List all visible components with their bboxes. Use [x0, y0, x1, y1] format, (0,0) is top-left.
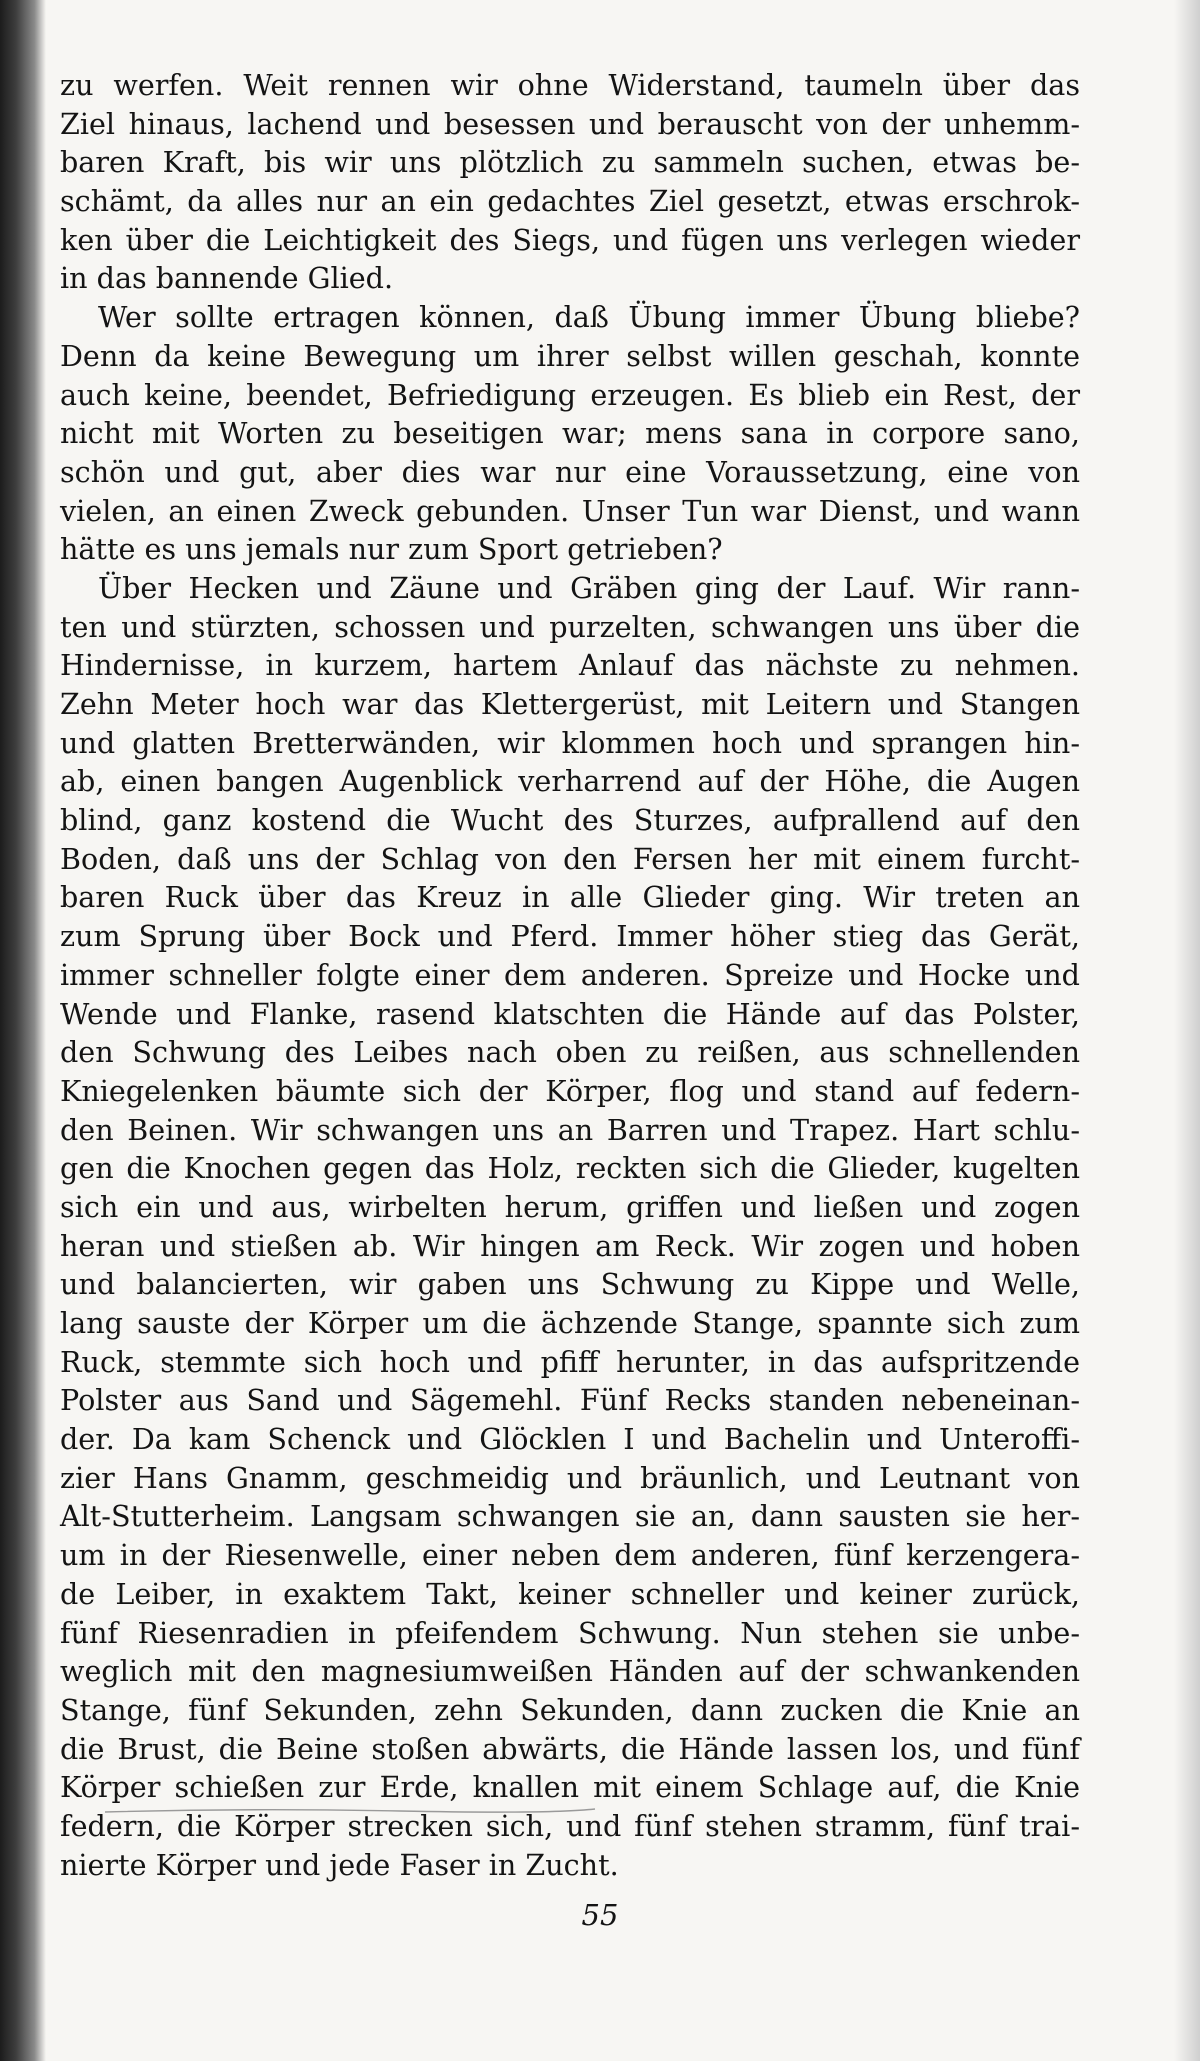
- text-line: auch keine, beendet, Befriedigung erzeugen. Es blieb ein Rest, der: [60, 377, 1080, 412]
- text-line: und glatten Bretterwänden, wir klommen hoch und sprangen hin-: [60, 725, 1080, 760]
- text-line: zum Sprung über Bock und Pferd. Immer höher stieg das Gerät,: [60, 919, 1080, 954]
- text-line: fünf Riesenradien in pfeifendem Schwung. Nun stehen sie unbe-: [60, 1615, 1080, 1650]
- text-line: nicht mit Worten zu beseitigen war; mens sana in corpore sano,: [60, 416, 1080, 451]
- text-line: Ziel hinaus, lachend und besessen und berauscht von der unhemm-: [60, 106, 1080, 141]
- text-line: de Leiber, in exaktem Takt, keiner schneller und keiner zurück,: [60, 1576, 1080, 1611]
- text-line: baren Ruck über das Kreuz in alle Glieder ging. Wir treten an: [60, 880, 1080, 915]
- text-line: ken über die Leichtigkeit des Siegs, und fügen uns verlegen wieder: [60, 222, 1080, 257]
- text-line: Hindernisse, in kurzem, hartem Anlauf das nächste zu nehmen.: [60, 648, 1080, 683]
- pencil-underline-mark: [100, 1800, 600, 1820]
- text-line: schämt, da alles nur an ein gedachtes Ziel gesetzt, etwas erschrok-: [60, 184, 1080, 219]
- text-line: baren Kraft, bis wir uns plötzlich zu sammeln suchen, etwas be-: [60, 145, 1080, 180]
- text-line: Stange, fünf Sekunden, zehn Sekunden, dann zucken die Knie an: [60, 1692, 1080, 1727]
- text-line: weglich mit den magnesiumweißen Händen auf der schwankenden: [60, 1654, 1080, 1689]
- text-line: Boden, daß uns der Schlag von den Fersen her mit einem furcht-: [60, 841, 1080, 876]
- text-line: nierte Körper und jede Faser in Zucht.: [60, 1847, 619, 1882]
- text-line: Wende und Flanke, rasend klatschten die Hände auf das Polster,: [60, 996, 1080, 1031]
- text-line: und balancierten, wir gaben uns Schwung zu Kippe und Welle,: [60, 1267, 1080, 1302]
- text-line: gen die Knochen gegen das Holz, reckten sich die Glieder, kugelten: [60, 1151, 1080, 1186]
- text-line: sich ein und aus, wirbelten herum, griffen und ließen und zogen: [60, 1189, 1080, 1224]
- page-edge-shade: [1174, 0, 1200, 2061]
- text-line: heran und stießen ab. Wir hingen am Reck. Wir zogen und hoben: [60, 1228, 1080, 1263]
- page-number: 55: [581, 1898, 619, 1932]
- text-line: in das bannende Glied.: [60, 261, 394, 296]
- text-line: den Schwung des Leibes nach oben zu reißen, aus schnellenden: [60, 1035, 1080, 1070]
- text-line: um in der Riesenwelle, einer neben dem anderen, fünf kerzengera-: [60, 1538, 1080, 1573]
- text-line: den Beinen. Wir schwangen uns an Barren und Trapez. Hart schlu-: [60, 1112, 1080, 1147]
- page-gutter-shadow: [0, 0, 46, 2061]
- text-line: ten und stürzten, schossen und purzelten, schwangen uns über die: [60, 609, 1080, 644]
- text-line: Polster aus Sand und Sägemehl. Fünf Recks standen nebeneinan-: [60, 1383, 1080, 1418]
- text-line: Über Hecken und Zäune und Gräben ging der Lauf. Wir rann-: [98, 570, 1080, 605]
- text-line: Wer sollte ertragen können, daß Übung immer Übung bliebe?: [98, 300, 1080, 335]
- text-line: Alt-Stutterheim. Langsam schwangen sie an, dann sausten sie her-: [60, 1499, 1080, 1534]
- text-line: lang sauste der Körper um die ächzende Stange, spannte sich zum: [60, 1306, 1080, 1340]
- text-line: der. Da kam Schenck und Glöcklen I und Bachelin und Unteroffi-: [60, 1422, 1080, 1457]
- text-line: zier Hans Gnamm, geschmeidig und bräunlich, und Leutnant von: [60, 1460, 1080, 1495]
- text-line: blind, ganz kostend die Wucht des Sturzes, aufprallend auf den: [60, 803, 1080, 838]
- text-line: federn, die Körper strecken sich, und fünf stehen stramm, fünf trai-: [60, 1808, 1080, 1843]
- body-text: [60, 66, 1080, 1884]
- text-line: vielen, an einen Zweck gebunden. Unser Tun war Dienst, und wann: [60, 493, 1080, 528]
- text-line: schön und gut, aber dies war nur eine Voraussetzung, eine von: [60, 454, 1080, 489]
- text-line: hätte es uns jemals nur zum Sport getrieben?: [60, 532, 723, 567]
- text-line: Körper schießen zur Erde, knallen mit einem Schlage auf, die Knie: [60, 1770, 1080, 1805]
- text-line: Zehn Meter hoch war das Klettergerüst, mit Leitern und Stangen: [60, 687, 1080, 721]
- text-line: Kniegelenken bäumte sich der Körper, flog und stand auf federn-: [60, 1073, 1080, 1108]
- text-line: immer schneller folgte einer dem anderen. Spreize und Hocke und: [60, 957, 1080, 992]
- text-line: zu werfen. Weit rennen wir ohne Widerstand, taumeln über das: [60, 68, 1080, 102]
- text-line: Ruck, stemmte sich hoch und pfiff herunter, in das aufspritzende: [60, 1344, 1080, 1379]
- text-line: ab, einen bangen Augenblick verharrend auf der Höhe, die Augen: [60, 764, 1080, 799]
- text-line: Denn da keine Bewegung um ihrer selbst willen geschah, konnte: [60, 338, 1080, 373]
- text-line: die Brust, die Beine stoßen abwärts, die Hände lassen los, und fünf: [60, 1731, 1080, 1766]
